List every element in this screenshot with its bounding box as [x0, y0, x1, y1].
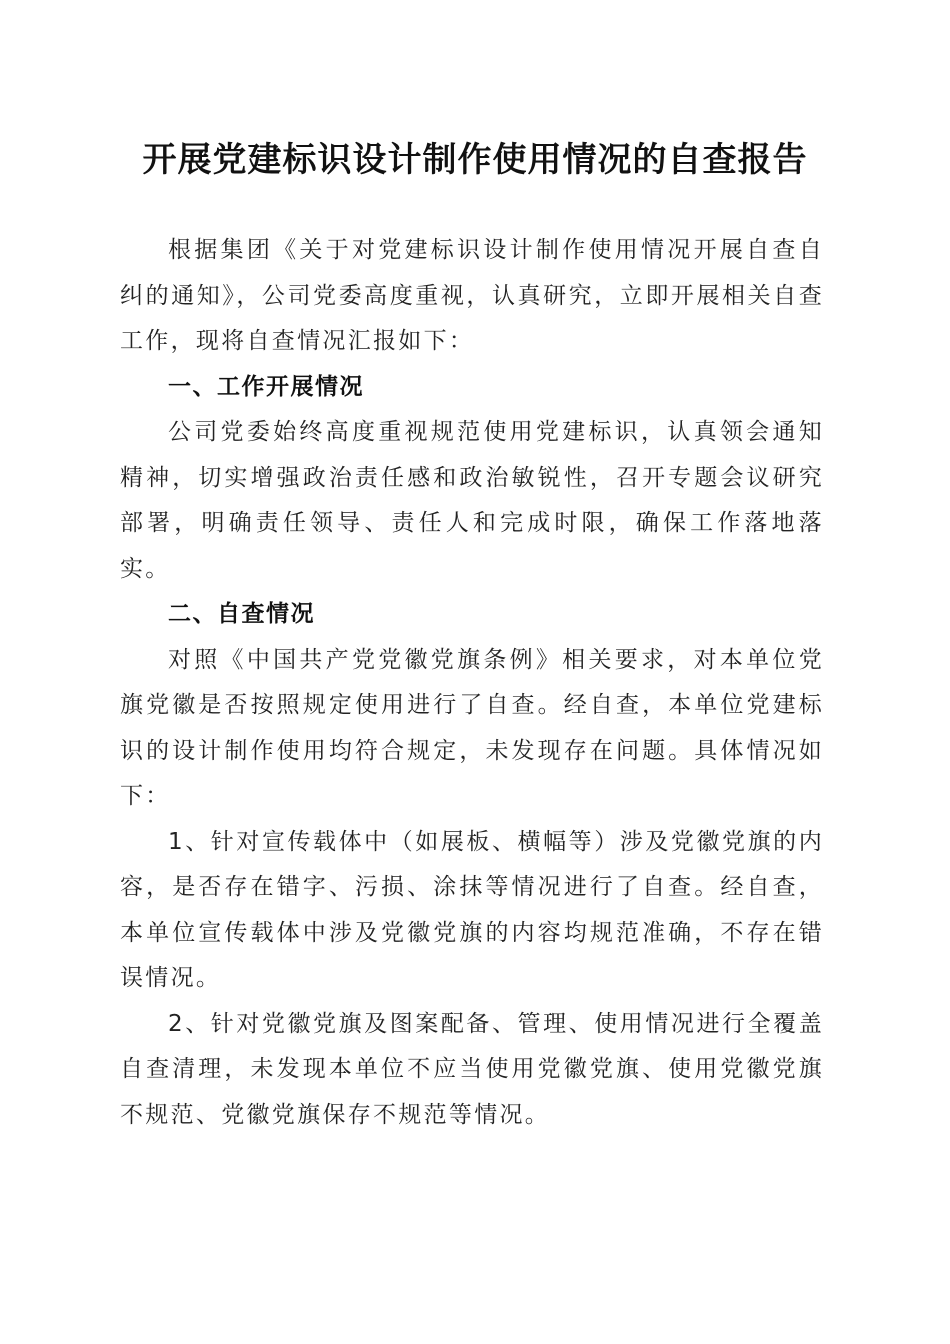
section2-item-1: 1、针对宣传载体中（如展板、横幅等）涉及党徽党旗的内容，是否存在错字、污损、涂抹等情况进行了自查。经自查，本单位宣传载体中涉及党徽党旗的内容均规范准确，不存在错误情况。: [120, 828, 824, 991]
section2-item-2: 2、针对党徽党旗及图案配备、管理、使用情况进行全覆盖自查清理，未发现本单位不应当使用党徽党旗、使用党徽党旗不规范、党徽党旗保存不规范等情况。: [120, 1010, 824, 1128]
section2-paragraph: 对照《中国共产党党徽党旗条例》相关要求，对本单位党旗党徽是否按照规定使用进行了自查。经自查，本单位党建标识的设计制作使用均符合规定，未发现存在问题。具体情况如下：: [120, 646, 824, 809]
section1-heading: 一、工作开展情况: [168, 373, 364, 400]
section1-paragraph: 公司党委始终高度重视规范使用党建标识，认真领会通知精神，切实增强政治责任感和政治敏锐性，召开专题会议研究部署，明确责任领导、责任人和完成时限，确保工作落地落实。: [120, 419, 824, 582]
section2-heading: 二、自查情况: [168, 601, 315, 627]
document-body: [120, 228, 824, 1138]
intro-paragraph: 根据集团《关于对党建标识设计制作使用情况开展自查自纠的通知》，公司党委高度重视，认真研究，立即开展相关自查工作，现将自查情况汇报如下：: [120, 237, 824, 354]
document-title: 开展党建标识设计制作使用情况的自查报告: [142, 140, 808, 180]
